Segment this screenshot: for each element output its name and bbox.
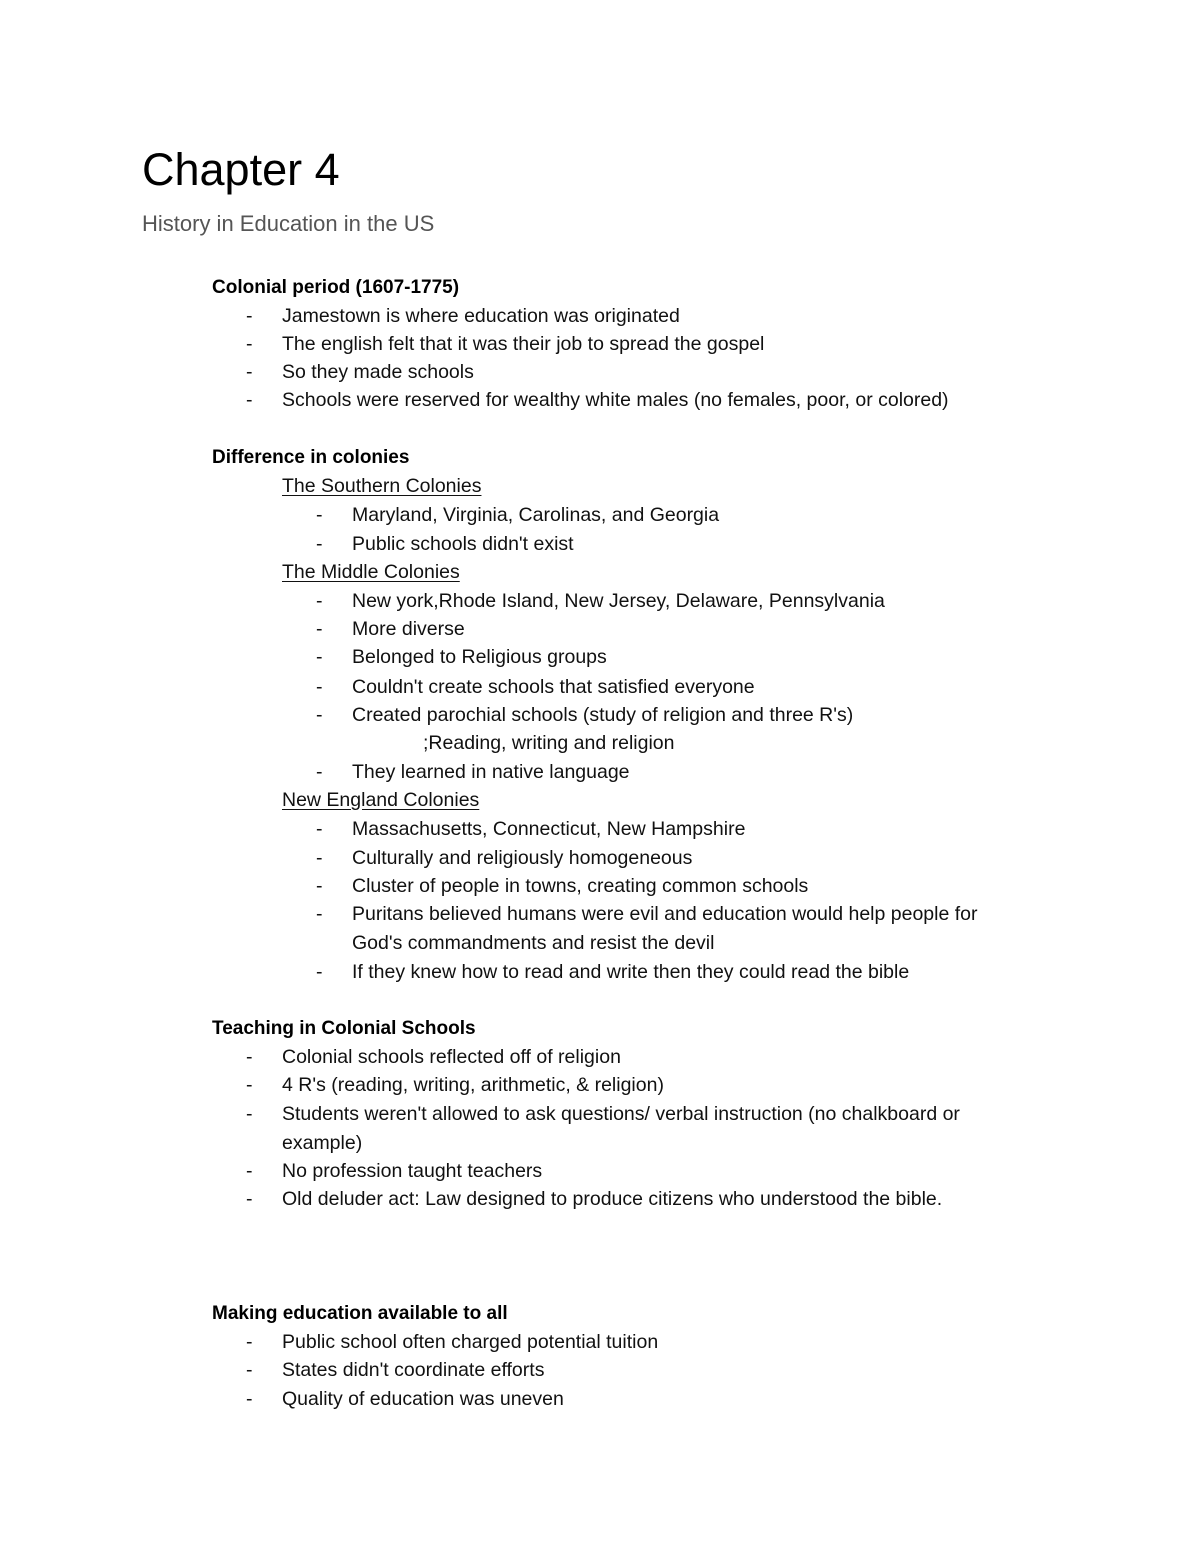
bullet-dash: -: [246, 1074, 253, 1096]
bullet-dash: -: [246, 361, 253, 383]
list-item: Culturally and religiously homogeneous: [352, 847, 693, 869]
bullet-dash: -: [316, 903, 323, 925]
list-item: Old deluder act: Law designed to produce citizens who understood the bible.: [282, 1188, 943, 1210]
bullet-dash: -: [316, 961, 323, 983]
document-title: Chapter 4: [142, 144, 340, 195]
bullet-dash: -: [316, 618, 323, 640]
list-item: Couldn't create schools that satisfied everyone: [352, 676, 755, 698]
bullet-dash: -: [316, 704, 323, 726]
bullet-dash: -: [316, 590, 323, 612]
list-item: More diverse: [352, 618, 465, 640]
list-item: Schools were reserved for wealthy white males (no females, poor, or colored): [282, 389, 949, 411]
list-item: Massachusetts, Connecticut, New Hampshire: [352, 818, 746, 840]
list-item: If they knew how to read and write then they could read the bible: [352, 961, 910, 983]
list-item: No profession taught teachers: [282, 1160, 543, 1182]
bullet-dash: -: [316, 875, 323, 897]
bullet-dash: -: [316, 676, 323, 698]
list-item: Puritans believed humans were evil and education would help people for: [352, 903, 978, 925]
section-heading: Difference in colonies: [212, 447, 410, 468]
bullet-dash: -: [246, 1046, 253, 1068]
list-item: Public school often charged potential tuition: [282, 1331, 659, 1353]
list-item: Quality of education was uneven: [282, 1388, 564, 1410]
list-item: Students weren't allowed to ask questions/ verbal instruction (no chalkboard or: [282, 1103, 960, 1125]
bullet-dash: -: [246, 1188, 253, 1210]
list-item: States didn't coordinate efforts: [282, 1359, 545, 1381]
list-item-continuation: example): [282, 1132, 363, 1154]
list-item: 4 R's (reading, writing, arithmetic, & religion): [282, 1074, 664, 1096]
list-item-continuation: God's commandments and resist the devil: [352, 932, 715, 954]
subsection-label-southern: The Southern Colonies: [282, 475, 482, 497]
list-item: Public schools didn't exist: [352, 533, 574, 555]
list-item: Created parochial schools (study of religion and three R's): [352, 704, 854, 726]
section-heading: Making education available to all: [212, 1303, 508, 1324]
bullet-dash: -: [246, 1359, 253, 1381]
document-subtitle: History in Education in the US: [142, 211, 435, 236]
list-item: Belonged to Religious groups: [352, 646, 607, 668]
list-item: Colonial schools reflected off of religion: [282, 1046, 621, 1068]
bullet-dash: -: [246, 389, 253, 411]
list-item: Maryland, Virginia, Carolinas, and Georgia: [352, 504, 720, 526]
section-heading: Colonial period (1607-1775): [212, 277, 460, 298]
bullet-dash: -: [246, 1388, 253, 1410]
list-item: The english felt that it was their job to spread the gospel: [282, 333, 765, 355]
bullet-dash: -: [246, 1103, 253, 1125]
bullet-dash: -: [316, 504, 323, 526]
subsection-label-new-england: New England Colonies: [282, 789, 480, 811]
bullet-dash: -: [316, 818, 323, 840]
bullet-dash: -: [246, 1331, 253, 1353]
bullet-dash: -: [246, 333, 253, 355]
list-item: Cluster of people in towns, creating common schools: [352, 875, 809, 897]
list-item: Jamestown is where education was originated: [282, 305, 680, 327]
bullet-dash: -: [316, 646, 323, 668]
bullet-dash: -: [316, 533, 323, 555]
section-heading: Teaching in Colonial Schools: [212, 1018, 476, 1039]
list-item: New york,Rhode Island, New Jersey, Delaware, Pennsylvania: [352, 590, 885, 612]
list-item: So they made schools: [282, 361, 474, 383]
bullet-dash: -: [316, 847, 323, 869]
subsection-label-middle: The Middle Colonies: [282, 561, 460, 583]
list-item: They learned in native language: [352, 761, 630, 783]
bullet-dash: -: [246, 1160, 253, 1182]
bullet-dash: -: [316, 761, 323, 783]
list-item-continuation: ;Reading, writing and religion: [423, 732, 675, 754]
bullet-dash: -: [246, 305, 253, 327]
